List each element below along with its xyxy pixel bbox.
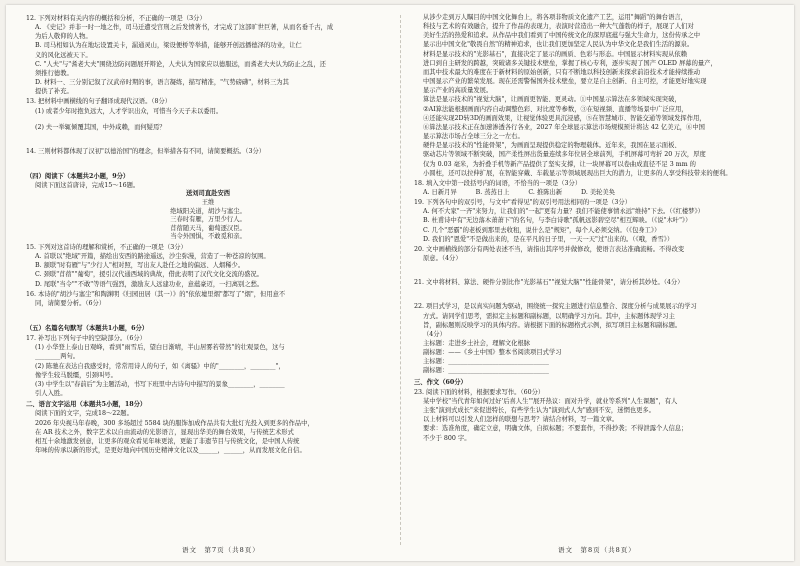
text-line: 19. 下列各句中的双引号，与文中"看得见"的双引号用法相同的一项是（3分）	[414, 199, 632, 207]
text-line: 须推行德教。	[35, 69, 73, 77]
text-line: 同，请简要分析。（6分）	[35, 299, 106, 307]
text-line: 15. 下列对这首诗的理解和赏析，不正确的一项是（3分）	[26, 243, 187, 251]
text-line: （4分）	[423, 330, 446, 338]
text-line: 中国显示产业的繁荣发展。现在还需警惕国外技术壁垒，要立足自主创新、自主可控，才能更好地实现	[423, 78, 707, 86]
page-divider	[400, 15, 401, 545]
text-line: 义的风化远被天下。	[35, 51, 92, 59]
text-line: 副标题：——《乡土中国》整本书阅读项目式学习	[423, 349, 562, 357]
text-line: 像学生较马脱缰，引颈叫号。	[35, 371, 117, 379]
text-line: 方式。请同学们思考，需拟定主标题和副标题，以明确学习方向。其中，主标题体现学习主	[423, 312, 675, 320]
text-line: (2) 夫一举辄倾覆其国，中外咸赖，而何疑焉？	[35, 123, 166, 131]
text-line: 从涉少走到万人瞩目的中国文化舞台上，将各项非物质文化遗产工艺，运用"舞蹈"的舞台语言，	[423, 14, 687, 21]
text-line: D. 尾联"当令""不敢"等语气强烈，激励友人远建功业，意蕴豪迈，一扫离别之愁。	[35, 280, 264, 288]
text-line: 材料是显示技术的"光影基石"，直接决定了显示的画质、色彩与形态。中国显示材料实现从依赖	[423, 50, 687, 58]
text-line: 20. 文中画横线的部分有两处表述不当，请指出其序号并做修改，使语言表达准确流畅。不得改变	[414, 245, 685, 253]
text-line: 显示算法市场占全球三分之一左右。	[423, 133, 524, 141]
text-line: 21. 文中将材料、算法、硬件分别比作"光影基石""视觉大脑""性能骨架"，请分析其妙处。（4分）	[414, 279, 684, 287]
answer-space	[414, 263, 778, 277]
text-line: 进口到自主研发的跨越，突破诸多关键技术壁垒，掌握了核心专利，逐步实现了国产 OLED 屏幕的量产，	[423, 59, 717, 67]
text-line: ________两句。	[35, 353, 80, 361]
text-line: B. 颔联"时有雁"与"少行人"相对照，写出友人赴任之地的偏远、人烟稀少。	[35, 262, 245, 270]
left-questions-block-2	[26, 243, 390, 455]
text-line: 科技与艺术的有效融合，提升了作品的表现力，表演时营造出一种大气蓬勃的样子，展现了人们对	[423, 23, 694, 31]
text-line: 算法是显示技术的"视觉大脑"，让画面更智能、更灵动。①中国显示算法在多领域实现突破，	[423, 96, 681, 104]
text-line: 仅为 0.03 毫米，为折叠手机等新产品提供了坚实支撑，让一块屏幕可以卷曲成直径不足 3 mm 的	[423, 160, 696, 168]
text-line: B. 杜甫诗中有"无边落木萧萧下"的名句，与李白诗歌"孤帆远影碧空尽"相互辉映。（《说"木叶"》）	[423, 217, 692, 225]
right-column	[414, 13, 778, 443]
text-line: ⑥算法显示技术正在加速渗透各行各业，2027 年全球显示算法市场规模预计将达 42 亿美元，⑥中国	[423, 123, 705, 131]
poem-title: 送刘司直赴安西	[185, 190, 231, 198]
poem-line: 三春时有雁，万里少行人。	[170, 216, 246, 224]
text-line: 以上材料可以引发人们怎样的联想与思考？请结合材料，写一篇文章。	[423, 416, 619, 424]
text-line: 驱动芯片等领域不断突破，国产柔性屏出货量连续多年位居全球前列，手机屏幕可弯折 20 万次，厚度	[423, 151, 706, 159]
answer-space	[414, 287, 778, 301]
text-line: D. 材料一、三分别记叙了汉武帝时期的事，语言凝练，描写精准，"气势磅礴"，材料三为其	[35, 79, 289, 87]
poem-line: 当令外国惧，不敢觅和亲。	[170, 233, 246, 241]
text-line: 引人入胜。	[35, 390, 67, 398]
text-line: ②AI算法能根据画面内容自动调整色彩、对比度等参数，③在短视频、直播等场景中广泛应用，	[423, 105, 688, 113]
text-line: (2) 陈驰在表达自我感受时，常常用诗人的句子，如《离骚》中的"________，________"，	[35, 362, 285, 370]
text-line: 硬件是显示技术的"性能骨架"，为画面呈现提供稳定的物理载体。近年来，我国在显示面板、	[423, 142, 681, 150]
answer-space	[26, 116, 390, 123]
text-line: 要求：选准角度，确定立意，明确文体，自拟标题；不要套作，不得抄袭；不得泄露个人信息；	[423, 425, 688, 433]
text-line: 18. 填入文中第一段括号内的词语，不恰当的一项是（3分）	[414, 179, 582, 187]
text-line: C. 几个"恶霸"的老板到那里去收租，说什么是"规矩"，每个人必须交纳。（《包身工》）	[423, 226, 661, 234]
text-line: 阅读下面的文字，完成18～22题。	[35, 410, 133, 418]
text-line: 显示产业的高质量发展。	[423, 87, 493, 95]
text-line: (1) 或者少年时抱负远大，人才学识出众，可惜当今天子未以委用。	[35, 107, 223, 115]
text-line: 14. 三则材料都体现了汉初"以德治国"的理念，但举措各有不同，请简要概括。（3分）	[26, 147, 266, 155]
exam-sheet	[6, 5, 794, 561]
text-line: 年味的传承以新的形式，是更好地向中国历史精神文化以及______，______，从而发展文化自信。	[35, 447, 306, 455]
text-line: ④还能实现2D转3D的画面效果，让视觉体验更具沉浸感，⑤在智慧城市、智能交通等领域发挥作用，	[423, 114, 706, 122]
text-line: C. 颈联"苜蓿""葡萄"，援引汉代通西域的典故，借此表明了汉代文化交流的盛况。	[35, 271, 263, 279]
text-line: 23. 阅读下面的材料，根据要求写作。（60分）	[414, 388, 545, 396]
text-line: (3) 中学生以"春前后"为主题活动，书写下班里中古诗句中描写的景象________，________	[35, 380, 285, 388]
text-line: 二、语言文字运用（本题共5小题，18分）	[26, 401, 147, 409]
page-footer-left: 语文 第7页（共8页）	[182, 546, 260, 554]
text-line: (1) 小华登上泰山日观峰，看到"雨雪后，望白日渐晴，半山居雾若带然"的壮观景色，这与	[35, 344, 285, 352]
poem-line: 苜蓿随天马，葡萄逐汉臣。	[170, 224, 246, 232]
text-line: 主张"演到式成长"来促进特长，有些学生认为"演到式人为"感到不安，迷惘也更多。	[423, 407, 655, 415]
poem-author: 王维	[201, 198, 215, 206]
poem-line: 绝域阳关道，胡沙与塞尘。	[170, 207, 246, 215]
text-line: 显示出中国文化"敬畏自然"的精神追求，也让我们更加坚定人民认为中华文化是我们生活的源泉。	[423, 41, 694, 49]
right-questions-block	[414, 13, 778, 443]
text-line: A. 首联以"绝域"开篇，描绘出安西的路途遥远，沙尘弥漫，营造了一种苍凉的氛围。	[35, 253, 270, 261]
text-line: 提供了补充。	[35, 88, 73, 96]
text-line: 某中学校"当代青年如何过好'后喜人生'"展开热议：面对升学，就业等系列"人生课题"，有人	[423, 397, 678, 405]
text-line: 小圆柱，还可以拉伸扩展，在智能穿戴、车载显示等领域展现出巨大的潜力，让更多的人享受科技带来的便利。	[423, 169, 732, 177]
text-line: （五）名篇名句默写（本题共1小题，6分）	[26, 325, 149, 332]
text-line: 美好生活的热爱和追求。从作品中我们看到了中国传统文化的深厚底蕴与强大生命力，这份传承之中	[423, 32, 701, 40]
text-line: 在 AR 技术之外，数字艺术以自由流动的光影语言，显现出华美的舞台效果，与传统艺术形式	[35, 428, 294, 436]
left-column	[26, 13, 390, 455]
text-line: 13. 把材料中画横线的句子翻译成现代汉语。（8分）	[26, 98, 172, 106]
text-line: 而其中技术最大的难度在于新材料的原始创新，只有不断地以科技创新来探求前沿技术才能持续推动	[423, 68, 701, 76]
text-line: 不少于 800 字。	[423, 434, 471, 442]
text-line: B. 司马相如认为在地坛设置关卡，漏通灵山，梁设便桥等举措，能够开创远播德泽的功业，让仁	[35, 42, 302, 50]
answer-space	[26, 156, 390, 170]
text-line: 为后人敬仰的人物。	[35, 33, 92, 41]
text-line: 副标题：________________________________	[423, 367, 549, 375]
text-line: A. 何不大家"一齐"来努力，让我们的"一起"更有力量？我们不能使事情永远"维持"下去。（《红楼梦》）	[423, 208, 704, 216]
text-line: 阅读下面这首唐诗，完成15～16题。	[35, 182, 140, 190]
text-line: A. 日新月异 B. 蒸蒸日上 C. 推陈出新 D. 美轮美奂	[423, 188, 616, 196]
text-line: 三、作文（60分）	[414, 378, 467, 386]
text-line: 主标题：走进乡土社会，理解文化根脉	[423, 340, 531, 347]
poem-block	[26, 190, 390, 242]
text-line: 原意。（4分）	[423, 255, 462, 263]
text-line: 旨，副标题则反映学习的具体内容。请根据下面的标题格式示例，拟写项目主标题和副标题。	[423, 321, 682, 329]
text-line: 2026 年央视马年春晚，300 多场超过 5584 块的服饰加成作品共有大批灯光投入到更多的作品中，	[35, 419, 314, 427]
left-questions-block	[26, 14, 390, 190]
page-footer-right: 语文 第8页（共8页）	[558, 546, 636, 554]
text-line: 主标题：________________________________	[423, 358, 549, 366]
text-line: （四）阅读下（本题共2小题，9分）	[26, 173, 130, 181]
answer-space	[26, 132, 390, 146]
text-line: C. "人夫"与"耆老大夫"围绕边防问题展开辩论，人夫认为国家应以德服远，而耆老大夫认为防止之乱，还	[35, 60, 326, 68]
text-line: D. 我们的"恩爱"不是做出来的，是在平凡的日子里，一天一天"过"出来的。（《哦，香雪》）	[423, 235, 674, 243]
text-line: 16. 本诗的"胡沙与塞尘"和陶渊明《归园田居（其一）》的"依依墟里烟"都写了"烟"，但用意不	[26, 290, 286, 298]
text-line: 相互十余地激发创意，让更多的观众看见年味更浓，更能了非遗节目与传统文化，是中国人传统	[35, 437, 300, 445]
text-line: 12. 下列对材料有关内容的概括和分析，不正确的一项是（3分）	[26, 15, 206, 22]
text-line: 17. 补写出下列句子中的空缺部分。（6分）	[26, 335, 146, 343]
text-line: A. 《史记》并非一时一地之作，司马迁遭受宫刑之后发愤著书，才完成了这部旷世巨著，从而名垂千古，成	[35, 24, 334, 32]
text-line: 22. 项目式学习，是以真实问题为驱动，围绕统一探究主题进行信息整合、深度分析与成果展示的学习	[414, 303, 697, 311]
answer-space	[26, 308, 390, 322]
